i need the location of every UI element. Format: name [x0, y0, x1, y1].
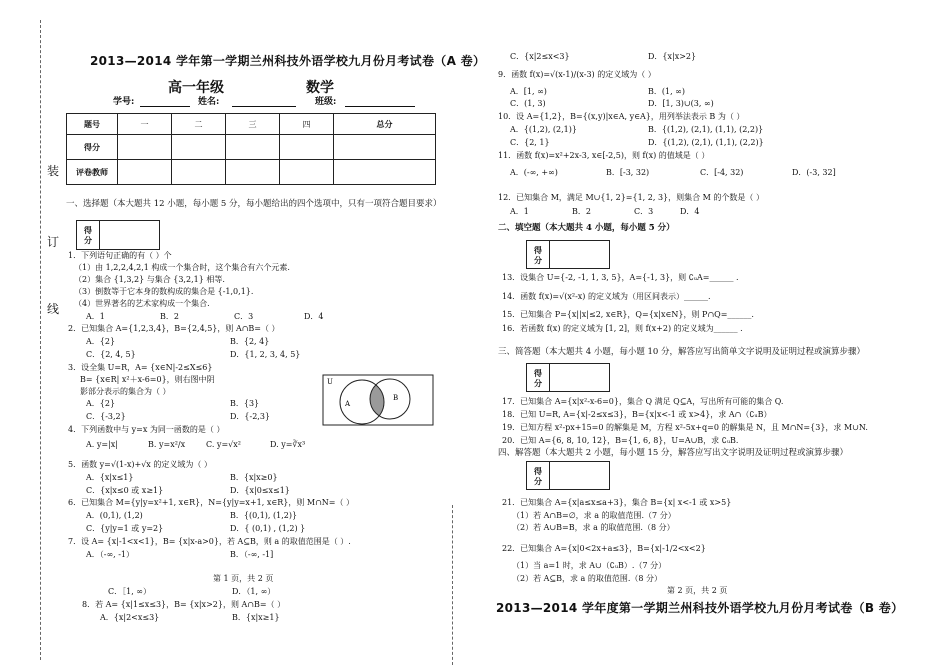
- exam-title-a: 2013—2014 学年第一学期兰州科技外语学校九月份月考试卷（A 卷）: [90, 54, 486, 68]
- question-2: 2．已知集合 A={1,2,3,4}，B={2,4,5}，则 A∩B=（ ）: [68, 324, 280, 333]
- score-cell[interactable]: [226, 135, 280, 160]
- option: D．4: [680, 207, 700, 216]
- question-17: 17．已知集合 A={x|x²-x-6=0}，集合 Q 满足 Q⊆A，写出所有可能的集合 Q.: [502, 397, 784, 406]
- page-number-1: 第 1 页，共 2 页: [213, 574, 274, 583]
- score-cell[interactable]: [226, 160, 280, 185]
- option: A．{(1,2), (2,1)}: [510, 125, 577, 134]
- question-21-sub: （1）若 A∩B=∅，求 a 的取值范围.（7 分）: [512, 511, 676, 520]
- question-1-item: （2）集合 {1,3,2} 与集合 {3,2,1} 相等.: [74, 275, 225, 284]
- option: D．{(1,2), (2,1), (1,1), (2,2)}: [648, 138, 764, 147]
- venn-label-a: A: [345, 400, 351, 408]
- question-5: 5．函数 y=√(1-x)+√x 的定义域为（ ）: [68, 460, 212, 469]
- option: C. y=√x²: [206, 440, 241, 449]
- option: C．{-3,2}: [86, 412, 126, 421]
- score-table-header: 题号: [67, 114, 118, 135]
- option: C．[-4, 32): [700, 168, 744, 177]
- score-cell[interactable]: [280, 160, 334, 185]
- score-box-1[interactable]: 得 分: [76, 220, 160, 250]
- question-8: 8．若 A= {x|1≤x≤3}，B= {x|x>2}，则 A∩B=（ ）: [82, 600, 286, 609]
- question-10: 10．设 A={1,2}，B={(x,y)|x∈A, y∈A}，用列举法表示 B 为（ ）: [498, 112, 745, 121]
- score-cell[interactable]: [118, 135, 172, 160]
- option: C．{2, 1}: [510, 138, 550, 147]
- score-cell[interactable]: [280, 135, 334, 160]
- student-no-field[interactable]: [140, 106, 190, 107]
- option: B．{(1,2), (2,1), (1,1), (2,2)}: [648, 125, 764, 134]
- score-row-label: 评卷教师: [67, 160, 118, 185]
- section-3-heading: 三、简答题（本大题共 4 小题，每小题 10 分，解答应写出简单文字说明及证明过程或演算步骤）: [498, 347, 866, 357]
- question-3-line: B= {x∈R| x²＋x-6=0}，则右图中阴: [80, 375, 215, 384]
- score-cell[interactable]: [334, 135, 436, 160]
- question-1-item: （4）世界著名的艺术家构成一个集合.: [74, 299, 210, 308]
- name-label: 姓名:: [198, 97, 220, 107]
- option: A．1: [510, 207, 529, 216]
- option: D．{x|0≤x≤1}: [230, 486, 290, 495]
- question-20: 20．已知 A={6, 8, 10, 12}，B={1, 6, 8}，U=A∪B，求 ∁ᵤB.: [502, 436, 739, 445]
- option: A．1: [86, 312, 105, 321]
- score-cell[interactable]: [172, 160, 226, 185]
- option: B．（-∞, -1]: [230, 550, 274, 559]
- question-7: 7．设 A= {x|-1<x<1}，B= {x|x-a>0}，若 A⊆B，则 a 的取值范围是（ ）.: [68, 537, 351, 546]
- option: A．{x|2<x≤3}: [100, 613, 160, 622]
- option: D．{x|x>2}: [648, 52, 697, 61]
- page-number-2: 第 2 页，共 2 页: [667, 586, 728, 595]
- question-6: 6．已知集合 M={y|y=x²+1, x∈R}，N={y|y=x+1, x∈R}，则 M∩N=（ ）: [68, 498, 355, 507]
- option: A．[1, ∞): [510, 87, 547, 96]
- grade-label: 高一年级: [168, 80, 224, 96]
- question-4: 4．下列函数中与 y=x 为同一函数的是（ ）: [68, 425, 225, 434]
- question-22-sub: （1）当 a=1 时，求 A∪（∁ᵤB）.（7 分）: [512, 561, 667, 570]
- option: C．3: [234, 312, 254, 321]
- name-field[interactable]: [232, 106, 296, 107]
- question-18: 18．已知 U=R, A={x|-2≤x≤3}，B={x|x<-1 或 x>4}，求 A∩（∁ᵤB）: [502, 410, 772, 419]
- question-15: 15．已知集合 P={x||x|≤2, x∈R}，Q={x|x∈N}，则 P∩Q=______.: [502, 310, 754, 319]
- option: B．{(0,1), (1,2)}: [230, 511, 298, 520]
- class-field[interactable]: [345, 106, 415, 107]
- option: B．{3}: [230, 399, 260, 408]
- option: A．{2}: [86, 337, 116, 346]
- option: A．{2}: [86, 399, 116, 408]
- score-table-header: 三: [226, 114, 280, 135]
- binding-line: [40, 20, 41, 660]
- score-cell[interactable]: [172, 135, 226, 160]
- option: B．{2, 4}: [230, 337, 270, 346]
- question-13: 13．设集合 U={-2, -1, 1, 3, 5}，A={-1, 3}，则 ∁ᵤA=______ .: [502, 273, 739, 282]
- exam-title-b: 2013—2014 学年度第一学期兰州科技外语学校九月份月考试卷（B 卷）: [496, 601, 904, 615]
- score-table: [66, 113, 436, 185]
- option: C．［1, ∞）: [108, 587, 151, 596]
- option: A．(-∞, +∞): [510, 168, 558, 177]
- score-table-header: 四: [280, 114, 334, 135]
- option: B．{x|x≥0}: [230, 473, 278, 482]
- student-no-label: 学号:: [113, 97, 135, 107]
- score-cell[interactable]: [334, 160, 436, 185]
- question-21-sub: （2）若 A∪B=B，求 a 的取值范围.（8 分）: [512, 523, 675, 532]
- option: C．(1, 3): [510, 99, 546, 108]
- option: C．{x|x≤0 或 x≥1}: [86, 486, 164, 495]
- question-3-line: 影部分表示的集合为（ ）: [80, 387, 171, 396]
- score-table-header: 总分: [334, 114, 436, 135]
- binding-mark-zhuang: 装: [47, 164, 60, 178]
- option: B．2: [572, 207, 591, 216]
- option: C．{x|2≤x<3}: [510, 52, 570, 61]
- option: D．{-2,3}: [230, 412, 271, 421]
- venn-diagram: [322, 374, 434, 426]
- option: C．{y|y=1 或 y=2}: [86, 524, 164, 533]
- question-1: 1．下列语句正确的有（ ）个: [68, 251, 172, 260]
- question-11: 11．函数 f(x)=x²+2x-3, x∈[-2,5)，则 f(x) 的值域是（ ）: [498, 151, 710, 160]
- option: A．{x|x≤1}: [86, 473, 134, 482]
- section-2-heading: 二、填空题（本大题共 4 小题，每小题 5 分）: [498, 223, 675, 233]
- option: D. y=∛x³: [270, 440, 306, 449]
- option: D．{1, 2, 3, 4, 5}: [230, 350, 301, 359]
- question-14: 14．函数 f(x)=√(x²-x) 的定义域为（用区间表示）______.: [502, 292, 711, 301]
- question-12: 12．已知集合 M，满足 M∪{1, 2}={1, 2, 3}，则集合 M 的个数是（ ）: [498, 193, 764, 202]
- score-row-label: 得分: [67, 135, 118, 160]
- question-1-item: （3）倒数等于它本身的数构成的集合是 {-1,0,1}.: [74, 287, 254, 296]
- option: D．（1, ∞）: [232, 587, 276, 596]
- score-box-4[interactable]: 得 分: [526, 461, 610, 490]
- option: A．(0,1), (1,2): [86, 511, 143, 520]
- column-divider: [452, 505, 453, 665]
- score-box-2[interactable]: 得 分: [526, 240, 610, 269]
- question-22: 22．已知集合 A={x|0<2x+a≤3}，B={x|-1/2<x<2}: [502, 544, 706, 553]
- question-9: 9．函数 f(x)=√(x-1)/(x-3) 的定义域为（ ）: [498, 70, 656, 79]
- option: A．（-∞, -1）: [86, 550, 135, 559]
- option: B．[-3, 32): [606, 168, 650, 177]
- score-table-header: 二: [172, 114, 226, 135]
- question-21: 21．已知集合 A={x|a≤x≤a+3}，集合 B={x| x<-1 或 x>5}: [502, 498, 732, 507]
- score-table-header: 一: [118, 114, 172, 135]
- question-1-item: （1）由 1,2,2,4,2,1 构成一个集合时，这个集合有六个元素.: [74, 263, 290, 272]
- option: D．(-3, 32]: [792, 168, 836, 177]
- question-22-sub: （2）若 A⊆B，求 a 的取值范围.（8 分）: [512, 574, 663, 583]
- question-19: 19．已知方程 x²-px+15=0 的解集是 M，方程 x²-5x+q=0 的解集是 N，且 M∩N={3}，求 M∪N.: [502, 423, 868, 432]
- option: B．2: [160, 312, 179, 321]
- option: B. y=x²/x: [148, 440, 186, 449]
- class-label: 班级:: [315, 97, 337, 107]
- question-16: 16．若函数 f(x) 的定义域为 [1, 2]，则 f(x+2) 的定义域为______ .: [502, 324, 743, 333]
- section-1-heading: 一、选择题（本大题共 12 小题，每小题 5 分，每小题给出的四个选项中，只有一项符合题目要求）: [66, 199, 442, 209]
- subject-label: 数学: [306, 80, 334, 96]
- score-box-3[interactable]: 得 分: [526, 363, 610, 392]
- option: B．(1, ∞): [648, 87, 685, 96]
- option: A. y=|x|: [86, 440, 118, 449]
- venn-label-b: B: [393, 394, 399, 402]
- option: B．{x|x≥1}: [232, 613, 280, 622]
- venn-label-u: U: [327, 378, 333, 386]
- option: C．3: [634, 207, 654, 216]
- section-4-heading: 四、解答题（本大题共 2 小题，每小题 15 分，解答应写出文字说明及证明过程或演算步骤）: [498, 448, 849, 458]
- question-3: 3．设全集 U=R，A= {x∈N|-2≤X≤6}: [68, 363, 213, 372]
- option: D．[1, 3)∪(3, ∞): [648, 99, 714, 108]
- option: C．{2, 4, 5}: [86, 350, 136, 359]
- score-cell[interactable]: [118, 160, 172, 185]
- binding-mark-xian: 线: [47, 302, 60, 316]
- option: D．4: [304, 312, 324, 321]
- binding-mark-ding: 订: [47, 235, 60, 249]
- option: D．{ (0,1) , (1,2) }: [230, 524, 306, 533]
